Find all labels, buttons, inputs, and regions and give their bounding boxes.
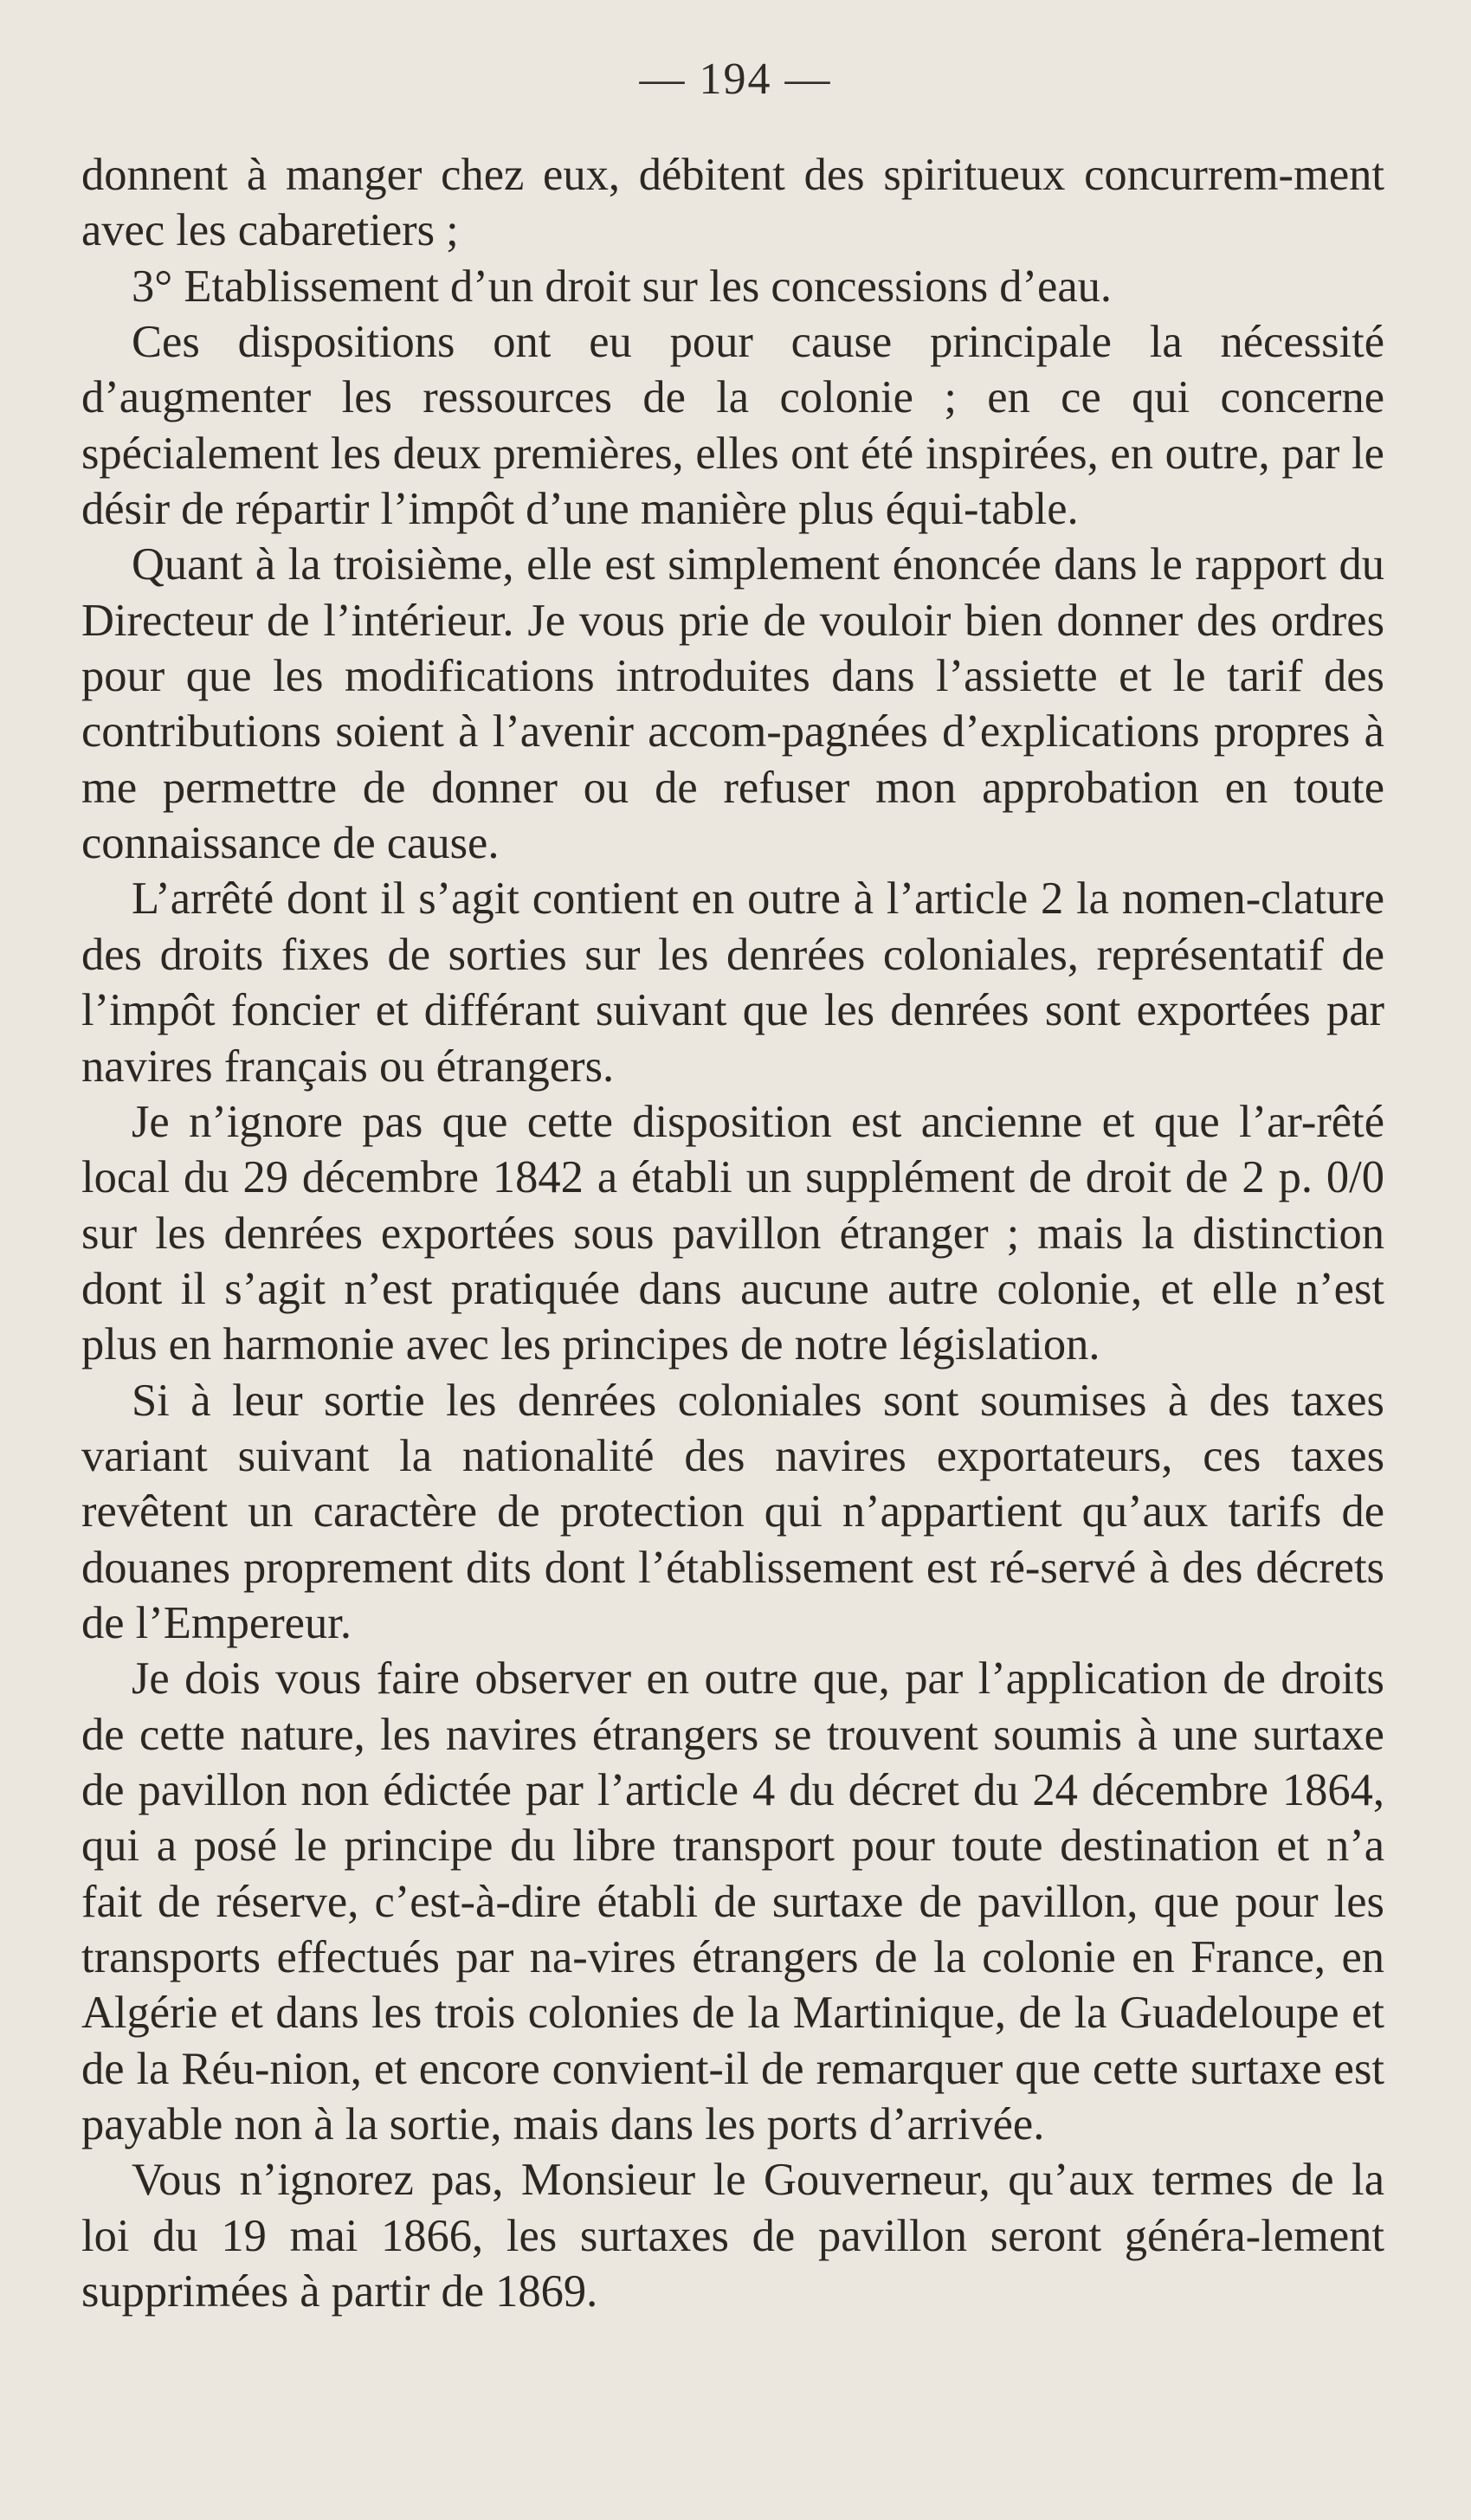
paragraph: Ces dispositions ont eu pour cause principale la nécessité d’augmenter les ressources de la colonie ; en ce qui concerne spécialement les deux premières, elles ont été inspirées, en outre, par le désir de répartir l’impôt d’une manière plus équi-table. xyxy=(81,317,1384,535)
paragraph: Vous n’ignorez pas, Monsieur le Gouverneur, qu’aux termes de la loi du 19 mai 1866, les surtaxes de pavillon seront généra-lement supprimées à partir de 1869. xyxy=(81,2155,1384,2317)
paragraph: L’arrêté dont il s’agit contient en outre à l’article 2 la nomen-clature des droits fixes de sorties sur les denrées coloniales, représentatif de l’impôt foncier et différant suivant que les denrées sont exportées par navires français ou étrangers. xyxy=(81,873,1384,1092)
paragraph: Si à leur sortie les denrées coloniales sont soumises à des taxes variant suivant la nationalité des navires exportateurs, ces taxes revêtent un caractère de protection qui n’appartient qu’aux tarifs de douanes proprement dits dont l’établissement est ré-servé à des décrets de l’Empereur. xyxy=(81,1375,1384,1648)
paragraph: Je dois vous faire observer en outre que, par l’application de droits de cette nature, les navires étrangers se trouvent soumis à une surtaxe de pavillon non édictée par l’article 4 du décret du 24 décembre 1864, qui a posé le principe du libre transport pour toute destination et n’a fait de réserve, c’est-à-dire établi de surtaxe de pavillon, que pour les transports effectués par na-vires étrangers de la colonie en France, en Algérie et dans les trois colonies de la Martinique, de la Guadeloupe et de la Réu-nion, et encore convient-il de remarquer que cette surtaxe est payable non à la sortie, mais dans les ports d’arrivée. xyxy=(81,1653,1384,2150)
paragraph: donnent à manger chez eux, débitent des spiritueux concurrem-ment avec les cabaretiers ; xyxy=(81,150,1384,256)
paragraph: 3° Etablissement d’un droit sur les concessions d’eau. xyxy=(132,261,1113,312)
paragraph: Je n’ignore pas que cette disposition est ancienne et que l’ar-rêté local du 29 décembre 1842 a établi un supplément de droit de 2 p. 0/0 sur les denrées exportées sous pavillon étranger ; mais la distinction dont il s’agit n’est pratiquée dans aucune autre colonie, et elle n’est plus en harmonie avec les principes de notre législation. xyxy=(81,1096,1384,1370)
page-number: — 194 — xyxy=(639,55,832,104)
paragraph: Quant à la troisième, elle est simplement énoncée dans le rapport du Directeur de l’intérieur. Je vous prie de vouloir bien donner des ordres pour que les modifications introduites dans l’assiette et le tarif des contributions soient à l’avenir accom-pagnées d’explications propres à me permettre de donner ou de refuser mon approbation en toute connaissance de cause. xyxy=(81,539,1384,869)
page-body xyxy=(81,147,1384,2319)
